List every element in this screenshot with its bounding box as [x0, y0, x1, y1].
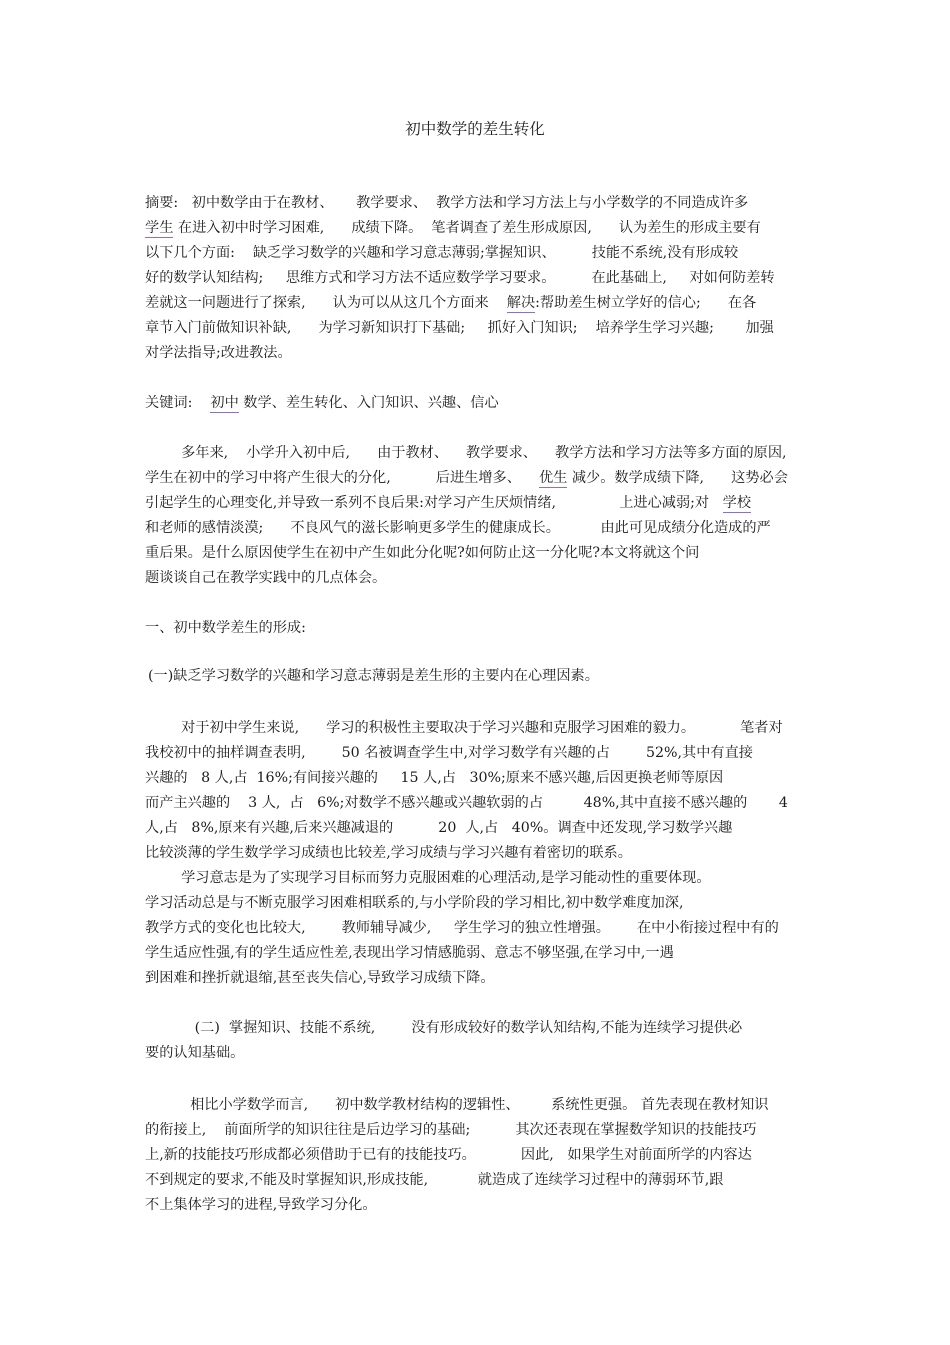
- document-title: 初中数学的差生转化: [405, 120, 545, 138]
- text-segment: 减少。数学成绩下降, 这势必会: [567, 470, 788, 486]
- text-line: [145, 818, 732, 838]
- text-line: [145, 518, 771, 538]
- text-segment: 不上集体学习的进程,导致学习分化。: [145, 1197, 377, 1213]
- text-line: [145, 293, 756, 313]
- text-line: [145, 218, 761, 238]
- text-segment: 到困难和挫折就退缩,甚至丧失信心,导致学习成绩下降。: [145, 970, 495, 986]
- text-segment: 的衔接上, 前面所学的知识往往是后边学习的基础; 其次还表现在掌握数学知识的技能技巧: [145, 1122, 757, 1138]
- text-line: [145, 1043, 244, 1063]
- text-segment: 好的数学认知结构; 思维方式和学习方法不适应数学学习要求。 在此基础上, 对如何防差转: [145, 270, 775, 286]
- text-segment: 题谈谈自己在教学实践中的几点体会。: [145, 570, 387, 586]
- text-segment: 重后果。是什么原因使学生在初中产生如此分化呢?如何防止这一分化呢?本文将就这个问: [145, 545, 700, 561]
- text-line: [145, 743, 753, 763]
- inline-link[interactable]: 学生: [145, 220, 174, 236]
- text-line: [145, 943, 674, 963]
- text-segment: 兴趣的 8 人,占 16%;有间接兴趣的 15 人,占 30%;原来不感兴趣,后因更换老师等原因: [145, 770, 724, 786]
- text-line: [145, 1145, 752, 1165]
- text-line: [145, 318, 774, 338]
- inline-link[interactable]: 初中: [210, 395, 239, 411]
- text-segment: 对于初中学生来说, 学习的积极性主要取决于学习兴趣和克服学习困难的毅力。 笔者对: [145, 720, 783, 736]
- text-segment: 摘要: 初中数学由于在教材、 教学要求、 教学方法和学习方法上与小学数学的不同造成许多: [145, 195, 749, 211]
- text-segment: 和老师的感情淡漠; 不良风气的滋长影响更多学生的健康成长。 由此可见成绩分化造成的严: [145, 520, 771, 536]
- text-line: [145, 1195, 377, 1215]
- text-line: [145, 1170, 723, 1190]
- inline-link[interactable]: 学校: [722, 495, 752, 511]
- text-line: [145, 243, 738, 263]
- text-line: [145, 918, 779, 938]
- text-line: [145, 443, 787, 463]
- text-segment: 而产主兴趣的 3 人, 占 6%;对数学不感兴趣或兴趣软弱的占 48%,其中直接不感兴趣的 4: [145, 795, 788, 811]
- text-segment: 学习活动总是与不断克服学习困难相联系的,与小学阶段的学习相比,初中数学难度加深,: [145, 895, 684, 911]
- text-segment: 引起学生的心理变化,并导致一系列不良后果:对学习产生厌烦情绪, 上进心减弱;对: [145, 495, 723, 511]
- text-segment: :帮助差生树立学好的信心; 在各: [535, 295, 757, 311]
- text-line: [145, 718, 783, 738]
- inline-link[interactable]: 优生: [538, 470, 568, 486]
- text-segment: 教学方式的变化也比较大, 教师辅导减少, 学生学习的独立性增强。 在中小衔接过程中有的: [145, 920, 779, 936]
- text-segment: 比较淡薄的学生数学学习成绩也比较差,学习成绩与学习兴趣有着密切的联系。: [145, 845, 632, 861]
- text-segment: 章节入门前做知识补缺, 为学习新知识打下基础; 抓好入门知识; 培养学生学习兴趣; 加强: [145, 320, 774, 336]
- text-segment: 对学法指导;改进教法。: [145, 345, 292, 361]
- text-segment: 差就这一问题进行了探索, 认为可以从这几个方面来: [145, 295, 507, 311]
- text-line: [145, 193, 748, 213]
- text-line: [145, 768, 723, 788]
- text-segment: 以下几个方面: 缺乏学习数学的兴趣和学习意志薄弱;掌握知识、 技能不系统,没有形成较: [145, 245, 739, 261]
- text-line: [145, 493, 751, 513]
- text-segment: 不到规定的要求,不能及时掌握知识,形成技能, 就造成了连续学习过程中的薄弱环节,跟: [145, 1172, 724, 1188]
- text-line: [145, 1095, 769, 1115]
- text-segment: 学生适应性强,有的学生适应性差,表现出学习情感脆弱、意志不够坚强,在学习中,一遇: [145, 945, 674, 961]
- text-segment: 我校初中的抽样调查表明, 50 名被调查学生中,对学习数学有兴趣的占 52%,其中有直接: [145, 745, 753, 761]
- text-segment: 数学、差生转化、入门知识、兴趣、信心: [238, 395, 499, 411]
- text-segment: 上,新的技能技巧形成都必须借助于已有的技能技巧。 因此, 如果学生对前面所学的内容达: [145, 1147, 752, 1163]
- text-line: [145, 268, 775, 288]
- subsection-heading: (一)缺乏学习数学的兴趣和学习意志薄弱是差生形的主要内在心理因素。: [148, 668, 599, 684]
- text-segment: 人,占 8%,原来有兴趣,后来兴趣减退的 20 人,占 40%。调查中还发现,学习数学兴趣: [145, 820, 733, 836]
- text-line: [145, 393, 499, 413]
- inline-link[interactable]: 解决: [506, 295, 536, 311]
- text-segment: 相比小学数学而言, 初中数学教材结构的逻辑性、 系统性更强。 首先表现在教材知识: [145, 1097, 769, 1113]
- text-segment: 关键词:: [145, 395, 211, 411]
- text-line: [145, 868, 711, 888]
- text-line: [145, 468, 788, 488]
- text-segment: (二) 掌握知识、技能不系统, 没有形成较好的数学认知结构,不能为连续学习提供必: [145, 1020, 743, 1036]
- text-line: [145, 893, 683, 913]
- text-line: [145, 1120, 757, 1140]
- text-line: [145, 793, 788, 813]
- text-segment: 要的认知基础。: [145, 1045, 245, 1061]
- text-line: [145, 843, 632, 863]
- text-line: [145, 543, 699, 563]
- section-heading: 一、初中数学差生的形成:: [145, 620, 306, 636]
- text-segment: 学习意志是为了实现学习目标而努力克服困难的心理活动,是学习能动性的重要体现。: [145, 870, 711, 886]
- text-line: [145, 343, 292, 363]
- text-line: [145, 968, 495, 988]
- text-segment: 在进入初中时学习困难, 成绩下降。 笔者调查了差生形成原因, 认为差生的形成主要有: [173, 220, 761, 236]
- text-line: [145, 1018, 742, 1038]
- text-segment: 多年来, 小学升入初中后, 由于教材、 教学要求、 教学方法和学习方法等多方面的原因,: [145, 445, 787, 461]
- text-line: [145, 568, 386, 588]
- text-segment: 学生在初中的学习中将产生很大的分化, 后进生增多、: [145, 470, 539, 486]
